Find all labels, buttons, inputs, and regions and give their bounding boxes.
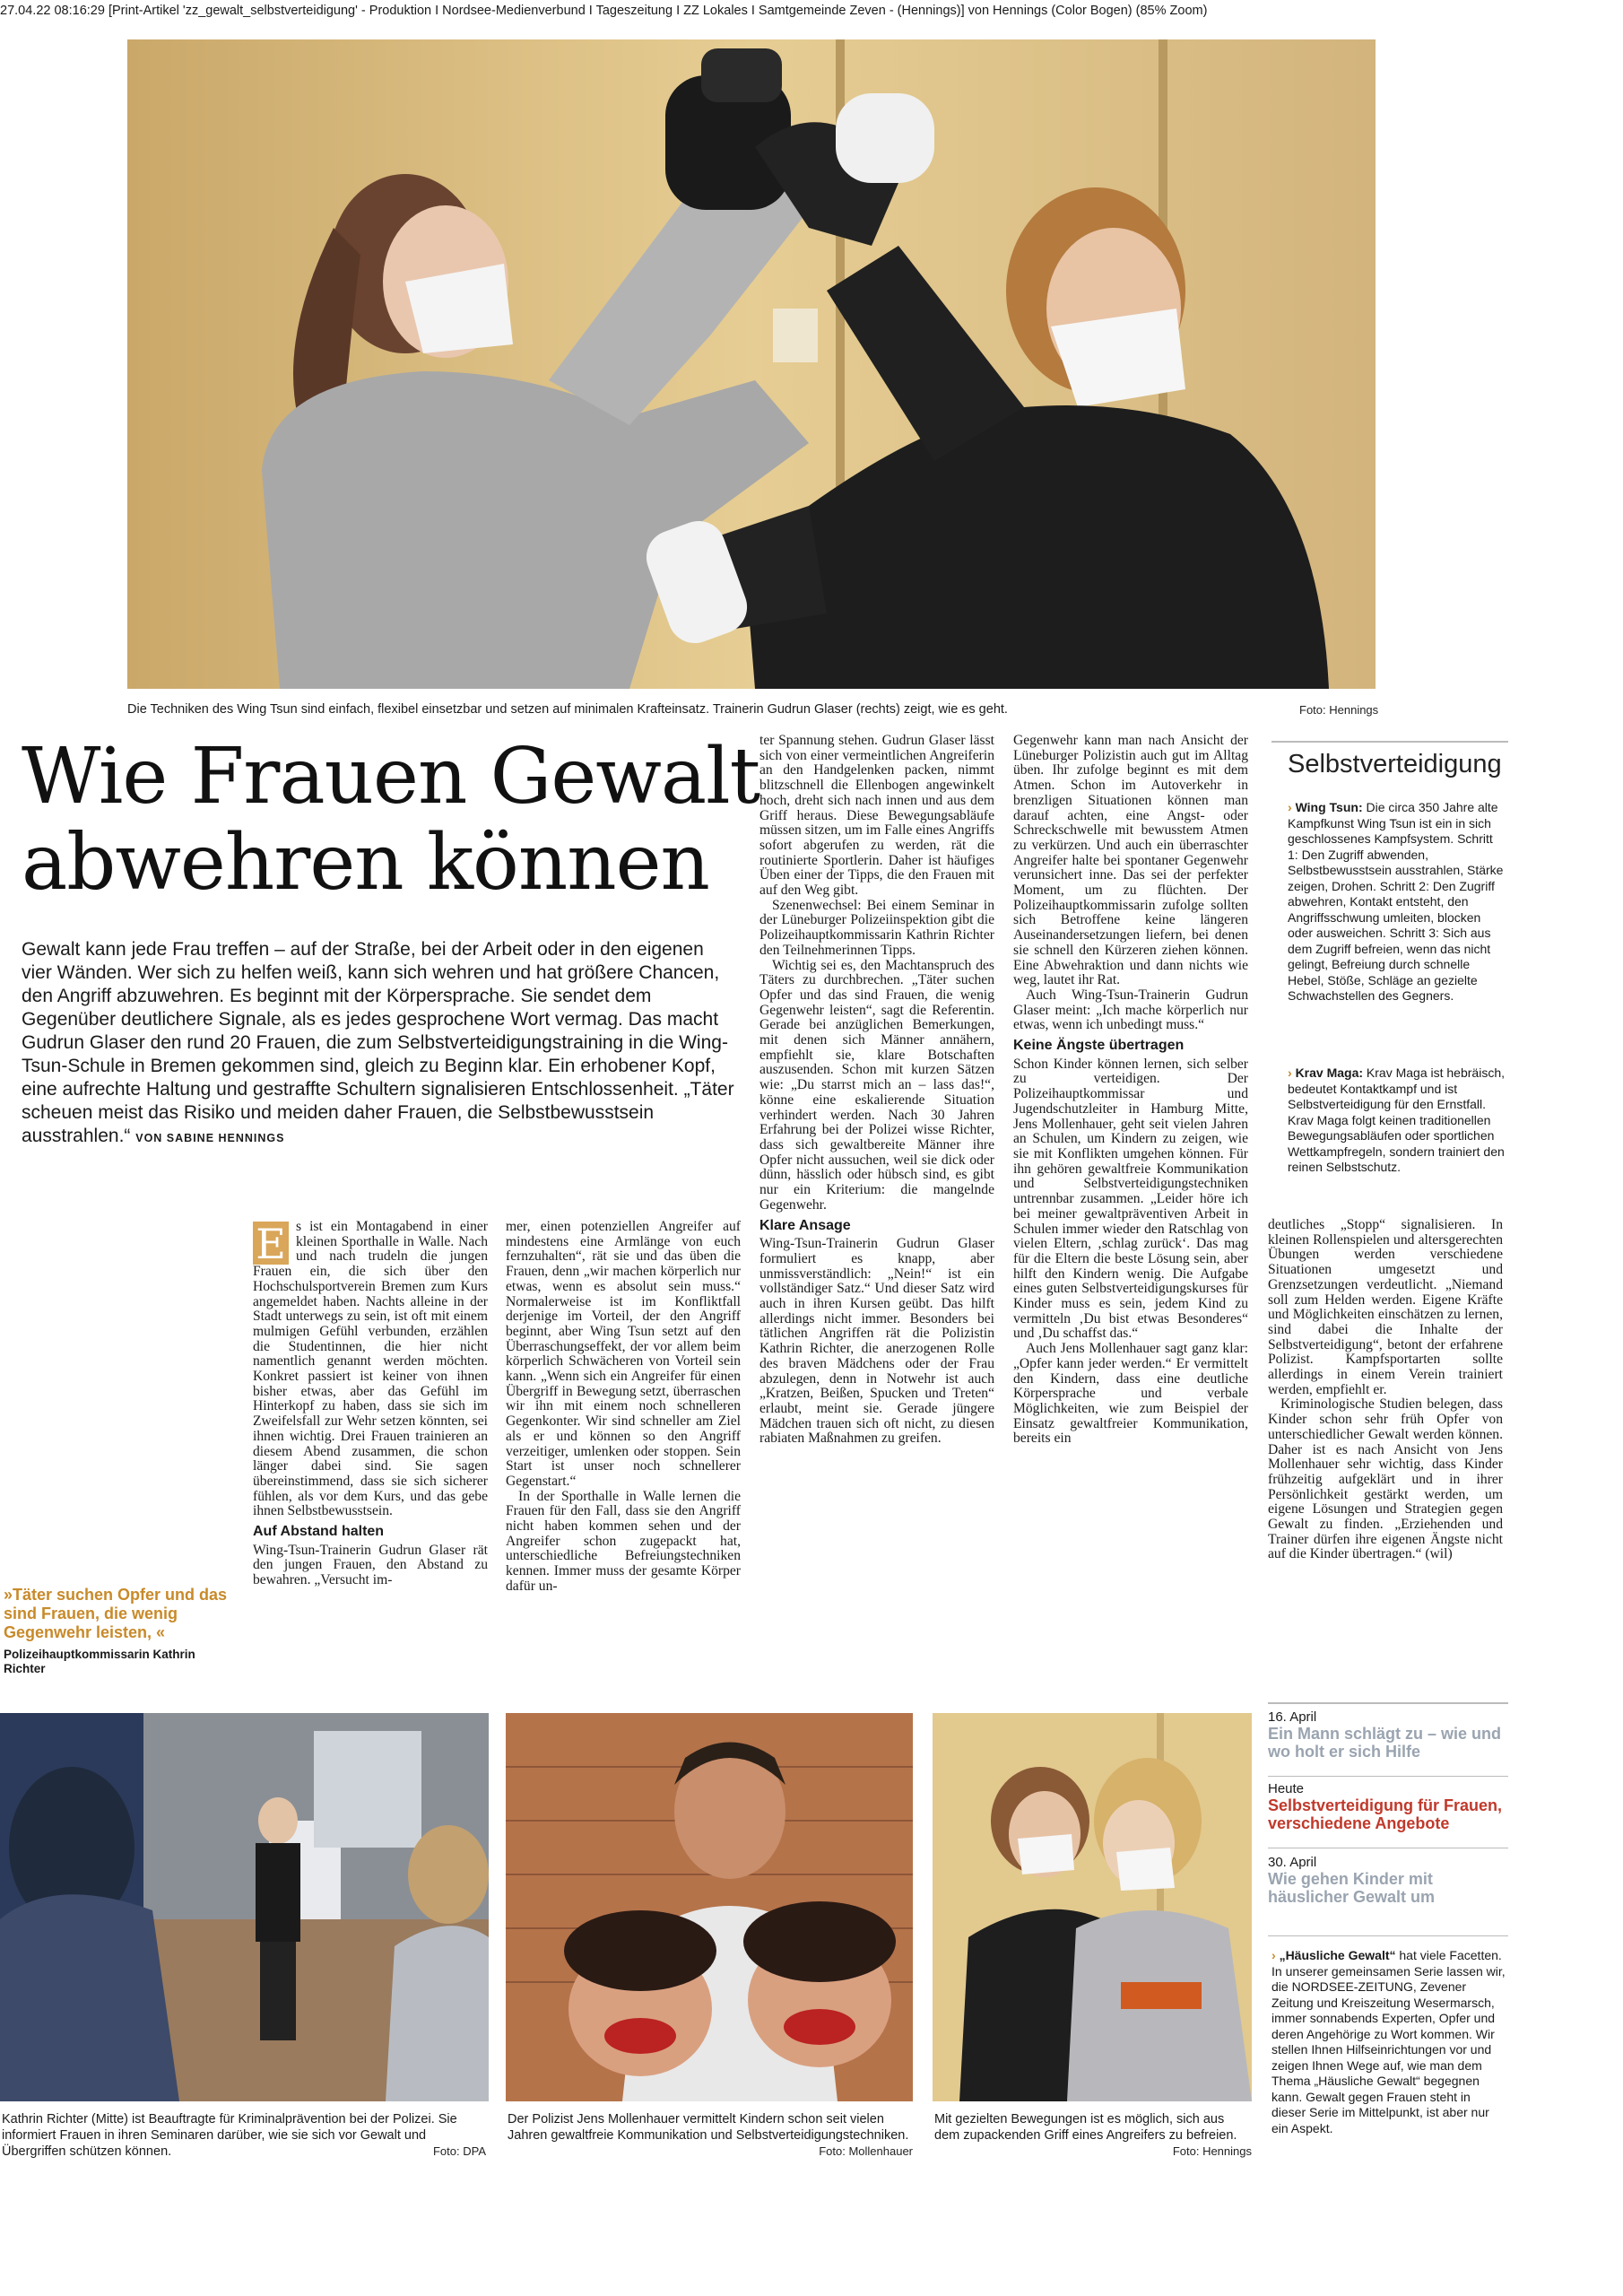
col4-paragraph-1: Gegenwehr kann man nach Ansicht der Lüneburger Polizistin auch gut im Alltag üben. Ihr zufolge beginnt es mit dem Atmen. Schon im Autoverkehr in brenzligen Situationen können man darauf achten, eine Angst- oder Schreckschwelle mit bewusstem Atmen zu verkürzen. Und auch ein überraschter Angreifer halte bei spontaner Gegenwehr verunsichert inne. Das sei der perfekter Moment, um zu flüchten. Der Polizeihauptkommissarin zufolge sollten sich Betroffene keine längeren Auseinandersetzungen liefern, bei denen sie schnell den Kürzeren ziehen können. Eine Abwehraktion und dann nichts wie weg, lautet ihr Rat. (1013, 733, 1248, 988)
bottom-photo-2-caption (508, 2111, 913, 2160)
sidebar-text-krav-maga: Krav Maga ist hebräisch, bedeutet Kontaktkampf und ist Selbstverteidigung für den Ernstfall. Krav Maga folgt keinen traditionellen Bewegungsabläufen oder sportlichen Wettkampfregeln, sondern trainiert den reinen Selbstschutz. (1288, 1065, 1505, 1174)
bottom-photo-3 (933, 1713, 1252, 2101)
top-photo-credit: Foto: Hennings (1299, 703, 1379, 717)
col3-paragraph-3: Wichtig sei es, den Machtanspruch des Täters zu durchbrechen. „Täter suchen Opfer und das sind Frauen, die wenig Gegenwehr leisten“, sagt die Referentin. Gerade bei anzüglichen Bemerkungen, mit denen sich Männer annähern, empfiehlt sie, klare Botschaften auszusenden. Schon mit kurzen Sätzen wie: „Du starrst mich an – lass das!“, könne eine eskalierende Situation verhindert werden. Nach 30 Jahren Erfahrung bei der Polizei wisse Richter, dass sich gewaltbereite Männer ihre Opfer nicht aussuchen, weil sie dick oder dünn, hässlich oder hübsch sind, es gibt nur ein Kriterium: die mangelnde Gegenwehr. (759, 957, 994, 1213)
bottom-photo-2-caption-text: Der Polizist Jens Mollenhauer vermittelt Kindern schon seit vielen Jahren gewaltfreie Kommunikation und Selbstverteidigungstechniken. (508, 2112, 909, 2143)
col3-paragraph-1: ter Spannung stehen. Gudrun Glaser lässt sich von einer vermeintlichen Angreiferin an den Handgelenken packen, nimmt blitzschnell die Ellenbogen angewinkelt hoch, dreht sich nach innen und aus dem Griff heraus. Diese Bewegungsabläufe müssen sitzen, um im Falle eines Angriffs sofort abgerufen zu werden, rät die routinierte Sportlerin. Daher ist häufiges Üben einer der Tipps, die den Frauen mit auf den Weg gibt. (759, 733, 994, 899)
bottom-photo-3-credit: Foto: Hennings (1172, 2144, 1252, 2158)
sidebar-term-krav-maga: Krav Maga: (1295, 1065, 1364, 1080)
col1-paragraph-1: s ist ein Montagabend in einer kleinen Sporthalle in Walle. Nach und nach trudeln die jungen Frauen ein, die sich über den Hochschulsportverein Bremen zum Kurs angemeldet haben. Nachts alleine in der Stadt unterwegs zu sein, ist oft mit einem mulmigen Gefühl verbunden, erzählen die Studentinnen, die hier nicht namentlich genannt werden möchten. Konkret passiert ist keiner von ihnen bisher etwas, aber das Gefühl im Hinterkopf zu haben, dass sie sich im Zweifelsfall zur Wehr setzen könnten, sei ihnen wichtig. Drei Frauen trainieren an diesem Abend zusammen, die schon länger dabei sind. Sie sagen übereinstimmend, dass sie sich sicherer fühlen, als vor dem Kurs, und das gebe ihnen Selbstbewusstsein. (253, 1219, 488, 1519)
top-photo (127, 39, 1376, 689)
sidebar-top-rule (1271, 741, 1508, 743)
col1-paragraph-2: Wing-Tsun-Trainerin Gudrun Glaser rät den jungen Frauen, den Abstand zu bewahren. „Versucht im- (253, 1542, 488, 1588)
lead-paragraph (22, 938, 739, 1150)
print-header: 27.04.22 08:16:29 [Print-Artikel 'zz_gewalt_selbstverteidigung' - Produktion I Nordsee-Medienverbund I Tageszeitung I ZZ Lokales I Samtgemeinde Zeven - (Hennings)] von Hennings (Color Bogen) (85% Zoom) (0, 4, 1208, 18)
lead-text: Gewalt kann jede Frau treffen – auf der Straße, bei der Arbeit oder in den eigenen vier Wänden. Wer sich zu helfen weiß, kann sich wehren und hat größere Chancen, den Angriff abzuwehren. Es beginnt mit der Körpersprache. Sie sendet dem Gegenüber deutlichere Signale, als es jedes gesprochene Wort vermag. Das macht Gudrun Glaser den rund 20 Frauen, die zum Selbstverteidigungstraining in die Wing-Tsun-Schule in Bremen gekommen sind, gleich zu Beginn klar. Ein erhobener Kopf, eine aufrechte Haltung und gestraffte Schultern signalisieren Entschlossenheit. „Täter scheuen meist das Risiko und meiden daher Frauen, die Selbstbewusstsein ausstrahlen.“ (22, 939, 734, 1146)
series-teaser-2 (1268, 1781, 1508, 1832)
headline-line-2: abwehren können (22, 818, 709, 908)
teaser-1-date: 16. April (1268, 1709, 1317, 1725)
bottom-photo-1 (0, 1713, 489, 2101)
bottom-photo-1-credit: Foto: DPA (432, 2144, 486, 2158)
series-top-rule (1268, 1702, 1508, 1704)
col4-paragraph-4: Auch Jens Mollenhauer sagt ganz klar: „Opfer kann jeder werden.“ Er vermittelt den Kindern, dass eine deutliche Körpersprache und verbale Möglichkeiten, wie zum Beispiel der Einsatz gewaltfreier Kommunikation, bereits ein (1013, 1341, 1248, 1447)
bottom-photo-1-caption (2, 2111, 486, 2160)
headline (22, 734, 766, 906)
teaser-1-title: Ein Mann schlägt zu – wie und wo holt er sich Hilfe (1268, 1725, 1502, 1761)
article-column-2 (506, 1220, 741, 1595)
bottom-photo-3-caption-text: Mit gezielten Bewegungen ist es möglich, sich aus dem zupackenden Griff eines Angreifers zu befreien. (934, 2112, 1237, 2143)
drop-cap: E (253, 1222, 289, 1265)
bullet-marker: › (1271, 1948, 1280, 1962)
bottom-photo-3-caption (934, 2111, 1252, 2160)
sidebar-title: Selbstverteidigung (1288, 750, 1502, 778)
sidebar-krav-maga (1288, 1065, 1506, 1176)
col5-paragraph-1: deutliches „Stopp“ signalisieren. In kleinen Rollenspielen und altersgerechten Übungen werden verschiedene Situationen umgesetzt und Grenzsetzungen verdeutlicht. „Niemand soll zum Helden werden. Eigene Kräfte und Möglichkeiten einschätzen zu lernen, sind dabei die Inhalte der Selbstverteidigung“, betont der erfahrene Polizist. Kampfsportarten sollte allerdings in einem Verein trainiert werden, empfiehlt er. (1268, 1217, 1503, 1397)
subheading-keine-aengste: Keine Ängste übertragen (1013, 1038, 1185, 1054)
subheading-auf-abstand: Auf Abstand halten (253, 1524, 385, 1540)
series-info-text: hat viele Facetten. In unserer gemeinsamen Serie lassen wir, die NORDSEE-ZEITUNG, Zevener Zeitung und Kreiszeitung Wesermarsch, immer sonnabends Experten, Opfer und deren Angehörige zu Wort kommen. Wir stellen Ihnen Hilfseinrichtungen vor und zeigen Ihnen Wege auf, wie man dem Thema „Häusliche Gewalt“ begegnen kann. Gewalt gegen Frauen steht in dieser Serie im Mittelpunkt, ist aber nur ein Aspekt. (1271, 1948, 1506, 2135)
col5-paragraph-2: Kriminologische Studien belegen, dass Kinder schon sehr früh Opfer von unterschiedlicher Gewalt werden können. Daher ist es nach Ansicht von Jens Mollenhauer sehr wichtig, dass Kinder frühzeitig aufgeklärt und in ihrer Persönlichkeit gestärkt werden, um eigene Lösungen und Strategien gegen Gewalt zu finden. „Erziehenden und Trainer dürfen ihre eigenen Ängste nicht auf die Kinder übertragen.“ (wil) (1268, 1396, 1503, 1562)
sidebar-text-wing-tsun: Die circa 350 Jahre alte Kampfkunst Wing Tsun ist ein in sich geschlossenes Kampfsystem. Schritt 1: Den Zugriff abwenden, Selbstbewusstsein ausstrahlen, Stärke zeigen, Drohen. Schritt 2: Den Zugriff abwehren, Kontakt entsteht, den Angriffsschwung umleiten, blocken oder ausweichen. Schritt 3: Sich aus dem Zugriff befreien, wenn das nicht gelingt, Befreiung durch schnelle Hebel, Stöße, Schläge an gezielte Schwachstellen des Gegners. (1288, 800, 1504, 1003)
top-photo-caption: Die Techniken des Wing Tsun sind einfach, flexibel einsetzbar und setzen auf minimalen Krafteinsatz. Trainerin Gudrun Glaser (rechts) zeigt, wie es geht. (127, 702, 1008, 717)
col2-paragraph-1: mer, einen potenziellen Angreifer auf mindestens eine Armlänge von euch fernzuhalten“, rät sie und das üben die Frauen, denn „wir machen körperlich nur etwas, wenn es absolut sein muss.“ Normalerweise ist im Konfliktfall derjenige im Vorteil, der den Angriff beginnt, aber Wing Tsun setzt auf den Überraschungseffekt, der vor allem beim körperlich Schwächeren von Vorteil sein kann. „Wenn sich ein Angreifer für einen Übergriff in Bewegung setzt, überraschen wir ihn mit einem noch schnelleren Gegenkonter. Wir sind schneller am Ziel als er und können so den Angriff verzeitiger, umlenken oder stoppen. Sein Start ist unser noch schnellerer Gegenstart.“ (506, 1219, 741, 1489)
series-rule-4 (1268, 1935, 1508, 1936)
col3-paragraph-4: Wing-Tsun-Trainerin Gudrun Glaser formuliert es knapp, aber unmissverständlich: „Nein!“ ist ein vollständiger Satz.“ Und dieser Satz wird auch in ihren Kursen geübt. Das hilft allerdings nicht immer. Besonders bei tätlichen Angriffen rät die Polizistin Kathrin Richter, die anerzogenen Rolle des braven Mädchens oder der Frau abzulegen, denn in Notwehr ist auch „Kratzen, Beißen, Spucken und Treten“ erlaubt, meint sie. Gerade jüngere Mädchen trauen sich oft nicht, zu diesen rabiaten Maßnahmen zu greifen. (759, 1236, 994, 1447)
article-column-4 (1013, 734, 1248, 1447)
byline: VON SABINE HENNINGS (135, 1132, 285, 1144)
article-column-1 (253, 1220, 488, 1588)
sidebar-term-wing-tsun: Wing Tsun: (1295, 800, 1363, 814)
col2-paragraph-2: In der Sporthalle in Walle lernen die Frauen für den Fall, dass sie den Angriff nicht haben kommen sehen und der Angreifer schon zugepackt hat, unterschiedliche Befreiungstechniken kennen. Immer muss der gesamte Körper dafür un- (506, 1488, 741, 1594)
col4-paragraph-3: Schon Kinder können lernen, sich selber zu verteidigen. Der Polizeihauptkommissar und Jugendschutzleiter in Hamburg Mitte, Jens Mollenhauer, geht seit vielen Jahren an Schulen, um Kindern zu zeigen, wie sie mit Konflikten umgehen können. Für ihn gehören gewaltfreie Kommunikation und Selbstverteidigungstechniken untrennbar zusammen. „Leider höre ich bei meiner gewaltpräventiven Arbeit in Schulen immer wieder den Ratschlag von vielen Eltern, ‚schlag zurück‘. Das mag für die Eltern die beste Lösung sein, aber hilft den Kindern wenig. Die Aufgabe eines guten Selbstverteidigungskurses für Kinder muss es sein, jedem Kind zu vermitteln ‚Du bist etwas Besonderes“ und ‚Du schaffst das.“ (1013, 1056, 1248, 1342)
bullet-marker: › (1288, 1065, 1296, 1080)
series-term: „Häusliche Gewalt“ (1279, 1948, 1396, 1962)
series-rule-2 (1268, 1776, 1508, 1777)
bottom-photo-2-credit: Foto: Mollenhauer (819, 2144, 913, 2158)
bottom-photo-1-caption-text: Kathrin Richter (Mitte) ist Beauftragte für Kriminalprävention bei der Polizei. Sie informiert Frauen in ihren Seminaren darüber, wie sie sich vor Gewalt und Übergriffen schützen können. (2, 2112, 457, 2159)
teaser-3-date: 30. April (1268, 1855, 1317, 1870)
subheading-klare-ansage: Klare Ansage (759, 1217, 851, 1233)
col3-paragraph-2: Szenenwechsel: Bei einem Seminar in der Lüneburger Polizeiinspektion gibt die Polizeihauptkommissarin Kathrin Richter den Teilnehmerinnen Tipps. (759, 897, 994, 958)
col4-paragraph-2: Auch Wing-Tsun-Trainerin Gudrun Glaser meint: „Ich mache körperlich nur etwas, wenn ich unbedingt muss.“ (1013, 987, 1248, 1033)
article-column-5 (1268, 1218, 1503, 1562)
teaser-2-date: Heute (1268, 1781, 1305, 1796)
headline-line-1: Wie Frauen Gewalt (22, 732, 760, 822)
article-column-3 (759, 734, 994, 1447)
series-teaser-1 (1268, 1709, 1508, 1761)
bullet-marker: › (1288, 800, 1296, 814)
series-info-box (1271, 1948, 1506, 2136)
pull-quote (4, 1586, 230, 1676)
sidebar-wing-tsun (1288, 800, 1506, 1004)
series-teaser-3 (1268, 1855, 1508, 1906)
pull-quote-text: »Täter suchen Opfer und das sind Frauen, die wenig Gegenwehr leisten, « (4, 1586, 228, 1641)
teaser-2-title: Selbstverteidigung für Frauen, verschiedene Angebote (1268, 1796, 1503, 1832)
bottom-photo-2 (506, 1713, 913, 2101)
teaser-3-title: Wie gehen Kinder mit häuslicher Gewalt um (1268, 1870, 1436, 1906)
pull-quote-source: Polizeihauptkommissarin Kathrin Richter (4, 1648, 195, 1675)
